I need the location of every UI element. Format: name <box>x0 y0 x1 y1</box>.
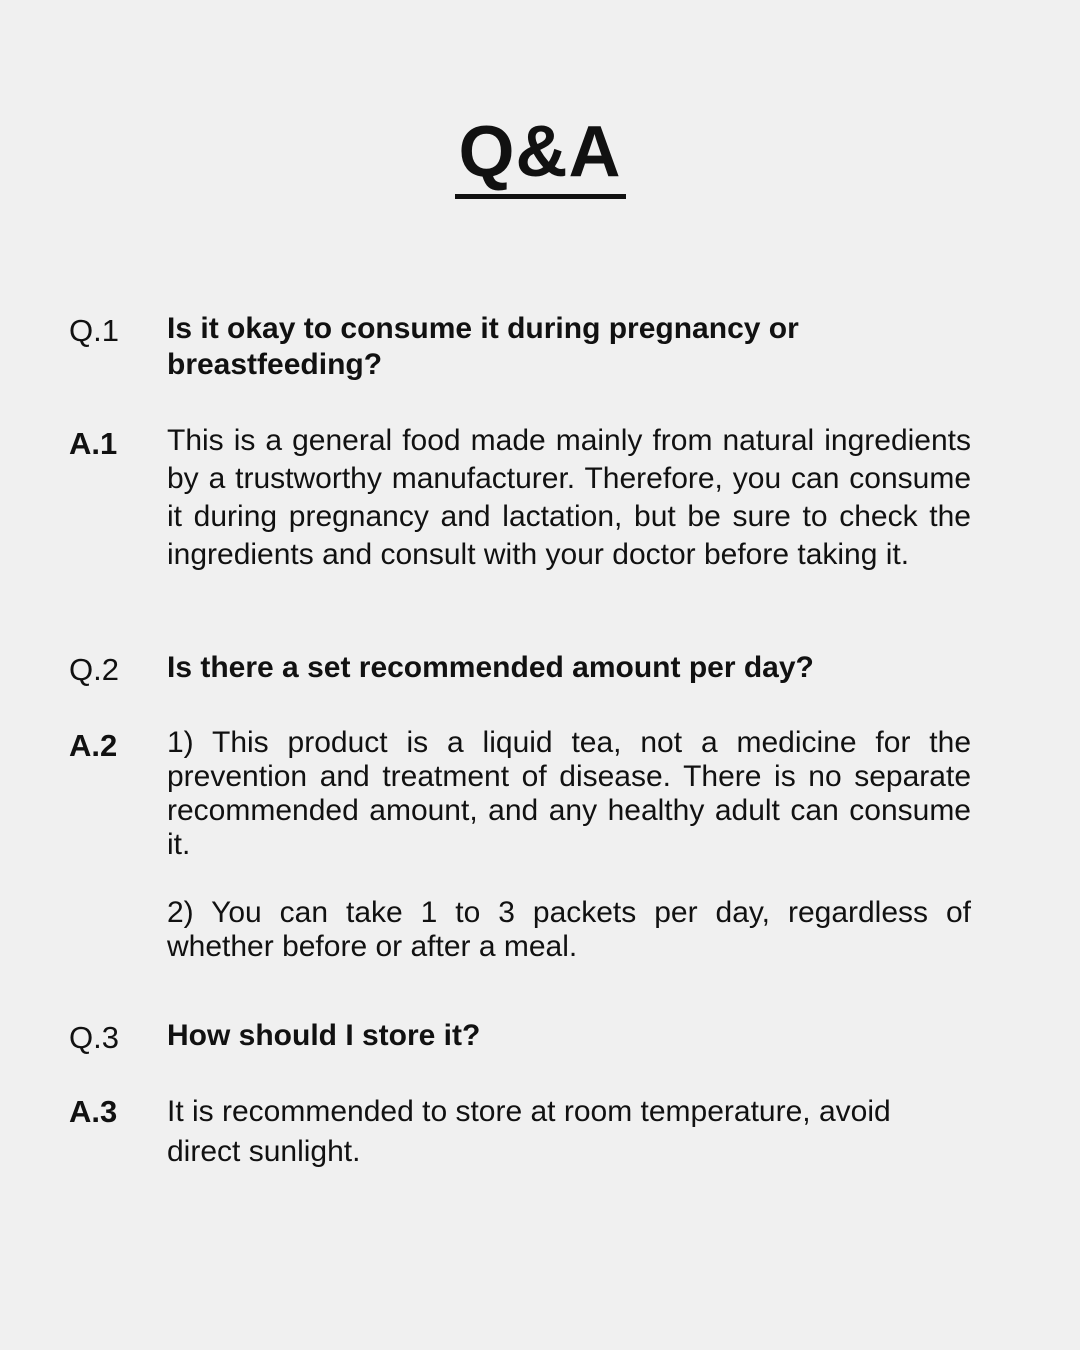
question-label: Q.3 <box>69 1020 119 1055</box>
answer-paragraph: This is a general food made mainly from natural ingredients by a trustworthy manufacturer. Therefore, you can consume it during pregnancy and lactation, but be sure to check the ingredients and consult with your doctor before taking it. <box>167 424 971 571</box>
answer-label: A.2 <box>69 728 118 763</box>
answer-paragraph: 2) You can take 1 to 3 packets per day, regardless of whether before or after a meal. <box>167 896 971 963</box>
header <box>0 112 1080 199</box>
answer-paragraph: It is recommended to store at room temperature, avoid direct sunlight. <box>167 1095 891 1168</box>
page-title: Q&A <box>455 112 626 199</box>
answer-text <box>167 422 971 574</box>
question-text: How should I store it? <box>167 1019 481 1052</box>
question-text: Is there a set recommended amount per day? <box>167 651 814 684</box>
answer-label: A.1 <box>69 426 118 461</box>
answer-text <box>167 726 971 964</box>
question-label: Q.1 <box>69 313 119 348</box>
answer-label: A.3 <box>69 1094 118 1129</box>
answer-text <box>167 1092 947 1172</box>
question-label: Q.2 <box>69 652 119 687</box>
question-text: Is it okay to consume it during pregnancy or breastfeeding? <box>167 312 799 381</box>
answer-paragraph: 1) This product is a liquid tea, not a medicine for the prevention and treatment of disease. There is no separate recommended amount, and any healthy adult can consume it. <box>167 726 971 861</box>
